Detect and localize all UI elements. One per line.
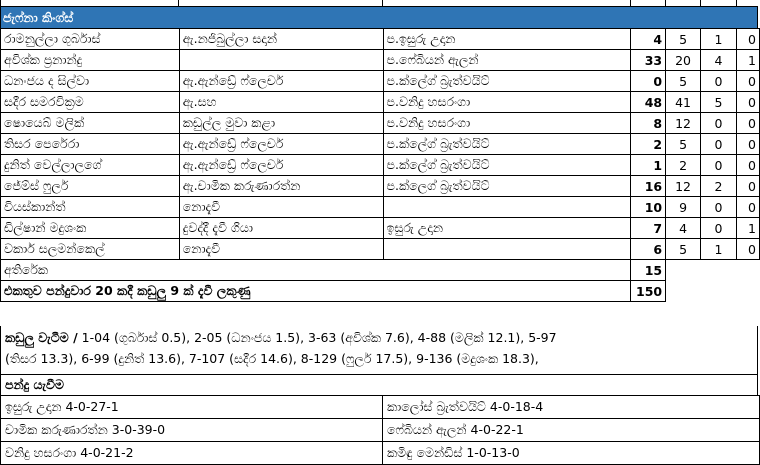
- fall-of-wickets-line2: (තිසර 13.3), 6-99 (දුනිත් 13.6), 7-107 (සදීර 14.6), 8-129 (ෆුලර් 17.5), 9-136 (මදුශංක 18.3),: [5, 351, 539, 366]
- sixes-cell: 0: [736, 134, 759, 155]
- fours-cell: 0: [701, 113, 737, 134]
- dismissal-detail: [179, 50, 383, 71]
- balls-cell: 5: [666, 29, 701, 50]
- total-value: 150: [631, 281, 666, 302]
- batting-row: [1, 50, 760, 71]
- bowler-credit: [383, 197, 631, 218]
- fours-cell: 5: [701, 92, 737, 113]
- extras-row: [1, 260, 760, 281]
- batter-name: අවිශ්ක ප්‍රනාන්දු: [1, 50, 180, 71]
- batting-row: [1, 92, 760, 113]
- batting-row: [1, 155, 760, 176]
- fours-cell: 0: [701, 155, 737, 176]
- bowling-table: [0, 395, 760, 465]
- runs-cell: 48: [631, 92, 666, 113]
- runs-cell: 6: [631, 239, 666, 260]
- batter-name: ජේම්ස් ෆුලර්: [1, 176, 180, 197]
- dismissal-detail: කඩුල්ල මුවා කළා: [179, 113, 383, 134]
- bowler-figures: කාලෝස් බ්‍රැත්වයිට් 4-0-18-4: [383, 396, 760, 419]
- fours-cell: 0: [701, 134, 737, 155]
- bowler-credit: ප.ක්ලේග් බ්‍රැත්වයිට්: [383, 71, 631, 92]
- batting-row: [1, 218, 760, 239]
- extras-value: 15: [631, 260, 666, 281]
- dismissal-detail: ඇ.චාමික කරුණාරත්න: [179, 176, 383, 197]
- bowler-figures: චාමික කරුණාරත්න 3-0-39-0: [1, 419, 383, 442]
- bowler-figures: වනිදු හසරංගා 4-0-21-2: [1, 442, 383, 465]
- runs-cell: 1: [631, 155, 666, 176]
- sixes-cell: 0: [736, 176, 759, 197]
- bowler-credit: [383, 239, 631, 260]
- sixes-cell: 1: [736, 218, 759, 239]
- balls-cell: 12: [666, 113, 701, 134]
- sixes-cell: 0: [736, 239, 759, 260]
- fours-cell: 2: [701, 176, 737, 197]
- fours-cell: 0: [701, 197, 737, 218]
- bowler-credit: ප.ක්ලේග් බ්‍රැත්වයිට්: [383, 134, 631, 155]
- batting-table: [0, 28, 760, 302]
- balls-cell: 2: [666, 155, 701, 176]
- batting-row: [1, 239, 760, 260]
- balls-cell: 5: [666, 71, 701, 92]
- runs-cell: 2: [631, 134, 666, 155]
- sixes-cell: 1: [736, 50, 759, 71]
- balls-cell: 4: [666, 218, 701, 239]
- runs-cell: 7: [631, 218, 666, 239]
- balls-cell: 41: [666, 92, 701, 113]
- batting-row: [1, 29, 760, 50]
- sixes-cell: 0: [736, 71, 759, 92]
- bowler-credit: ප.ක්ලෙග් බ්‍රැත්වයිට්: [383, 176, 631, 197]
- bowling-row: [1, 442, 760, 465]
- batting-row: [1, 134, 760, 155]
- runs-cell: 10: [631, 197, 666, 218]
- fours-cell: 4: [701, 50, 737, 71]
- batter-name: රාමනුල්ලා ගුර්බාස්: [1, 29, 180, 50]
- batting-row: [1, 113, 760, 134]
- fall-of-wickets: [0, 326, 758, 374]
- dismissal-detail: නොදැවී: [179, 197, 383, 218]
- batter-name: ෂොයෙබ් මලික්: [1, 113, 180, 134]
- batting-row: [1, 197, 760, 218]
- bowler-credit: ප.ඉසුරු උදාන: [383, 29, 631, 50]
- balls-cell: 12: [666, 176, 701, 197]
- sixes-cell: 0: [736, 92, 759, 113]
- fours-cell: 1: [701, 239, 737, 260]
- fours-cell: 0: [701, 218, 737, 239]
- dismissal-detail: නොදැවී: [179, 239, 383, 260]
- bowling-row: [1, 419, 760, 442]
- fall-of-wickets-label: කඩුලු වැටීම /: [5, 330, 78, 345]
- runs-cell: 8: [631, 113, 666, 134]
- batter-name: වකාර් සලමන්කෙල්: [1, 239, 180, 260]
- total-row: [1, 281, 760, 302]
- sixes-cell: 0: [736, 29, 759, 50]
- dismissal-detail: ඇ.ඇන්ඩ්‍රේ ෆ්ලෙචර්: [179, 134, 383, 155]
- balls-cell: 5: [666, 134, 701, 155]
- total-label: එකතුව පන්දුවාර 20 කදී කඩුලු 9 ක් දැවී ලකුණු: [1, 281, 631, 302]
- sixes-cell: 0: [736, 197, 759, 218]
- bowler-credit: ඉසුරු උදාන: [383, 218, 631, 239]
- sixes-cell: 0: [736, 113, 759, 134]
- balls-cell: 20: [666, 50, 701, 71]
- balls-cell: 9: [666, 197, 701, 218]
- bowler-credit: ප.වනිදු හසරංගා: [383, 113, 631, 134]
- bowling-title: පන්දු යැවීම: [0, 374, 758, 395]
- batter-name: තිසර පෙරේරා: [1, 134, 180, 155]
- fours-cell: 1: [701, 29, 737, 50]
- dismissal-detail: දුවද්දී දැවී ගියා: [179, 218, 383, 239]
- batter-name: ඩිල්ෂාන් මදුශංක: [1, 218, 180, 239]
- runs-cell: 33: [631, 50, 666, 71]
- dismissal-detail: ඇ.ඇන්ඩ්‍රේ ෆ්ලෙචර්: [179, 71, 383, 92]
- bowler-credit: ප.වනිදු හසරංගා: [383, 92, 631, 113]
- batter-name: සදීර සමරවික්‍රම: [1, 92, 180, 113]
- batter-name: වියස්කාන්ත්: [1, 197, 180, 218]
- runs-cell: 0: [631, 71, 666, 92]
- runs-cell: 16: [631, 176, 666, 197]
- bowler-credit: ප.ක්ලේග් බ්‍රැත්වයිට්: [383, 155, 631, 176]
- bowler-figures: ඉසුරු උදාන 4-0-27-1: [1, 396, 383, 419]
- bowler-figures: කමිඳු මෙන්ඩිස් 1-0-13-0: [383, 442, 760, 465]
- dismissal-detail: ඇ.නජිබුල්ලා සදාන්: [179, 29, 383, 50]
- extras-label: අතිරේක: [1, 260, 631, 281]
- runs-cell: 4: [631, 29, 666, 50]
- batter-name: දුනිත් වෙල්ලාලගේ: [1, 155, 180, 176]
- bowler-figures: ෆේබියන් ඇලන් 4-0-22-1: [383, 419, 760, 442]
- team-title: ජැෆ්නා කිංග්ස්: [0, 6, 758, 28]
- bowler-credit: ප.ෆේබියන් ඇලන්: [383, 50, 631, 71]
- sixes-cell: 0: [736, 155, 759, 176]
- batting-row: [1, 71, 760, 92]
- fall-of-wickets-line1: 1-04 (ගුර්බාස් 0.5), 2-05 (ධනංජය 1.5), 3-63 (අවිශ්ක 7.6), 4-88 (මලික් 12.1), 5-97: [81, 330, 557, 345]
- batter-name: ධනංජය ද සිල්වා: [1, 71, 180, 92]
- batting-row: [1, 176, 760, 197]
- balls-cell: 5: [666, 239, 701, 260]
- bowling-row: [1, 396, 760, 419]
- dismissal-detail: ඇ.සහ: [179, 92, 383, 113]
- dismissal-detail: ඇ.ඇන්ඩ්‍රේ ෆ්ලෙචර්: [179, 155, 383, 176]
- fours-cell: 0: [701, 71, 737, 92]
